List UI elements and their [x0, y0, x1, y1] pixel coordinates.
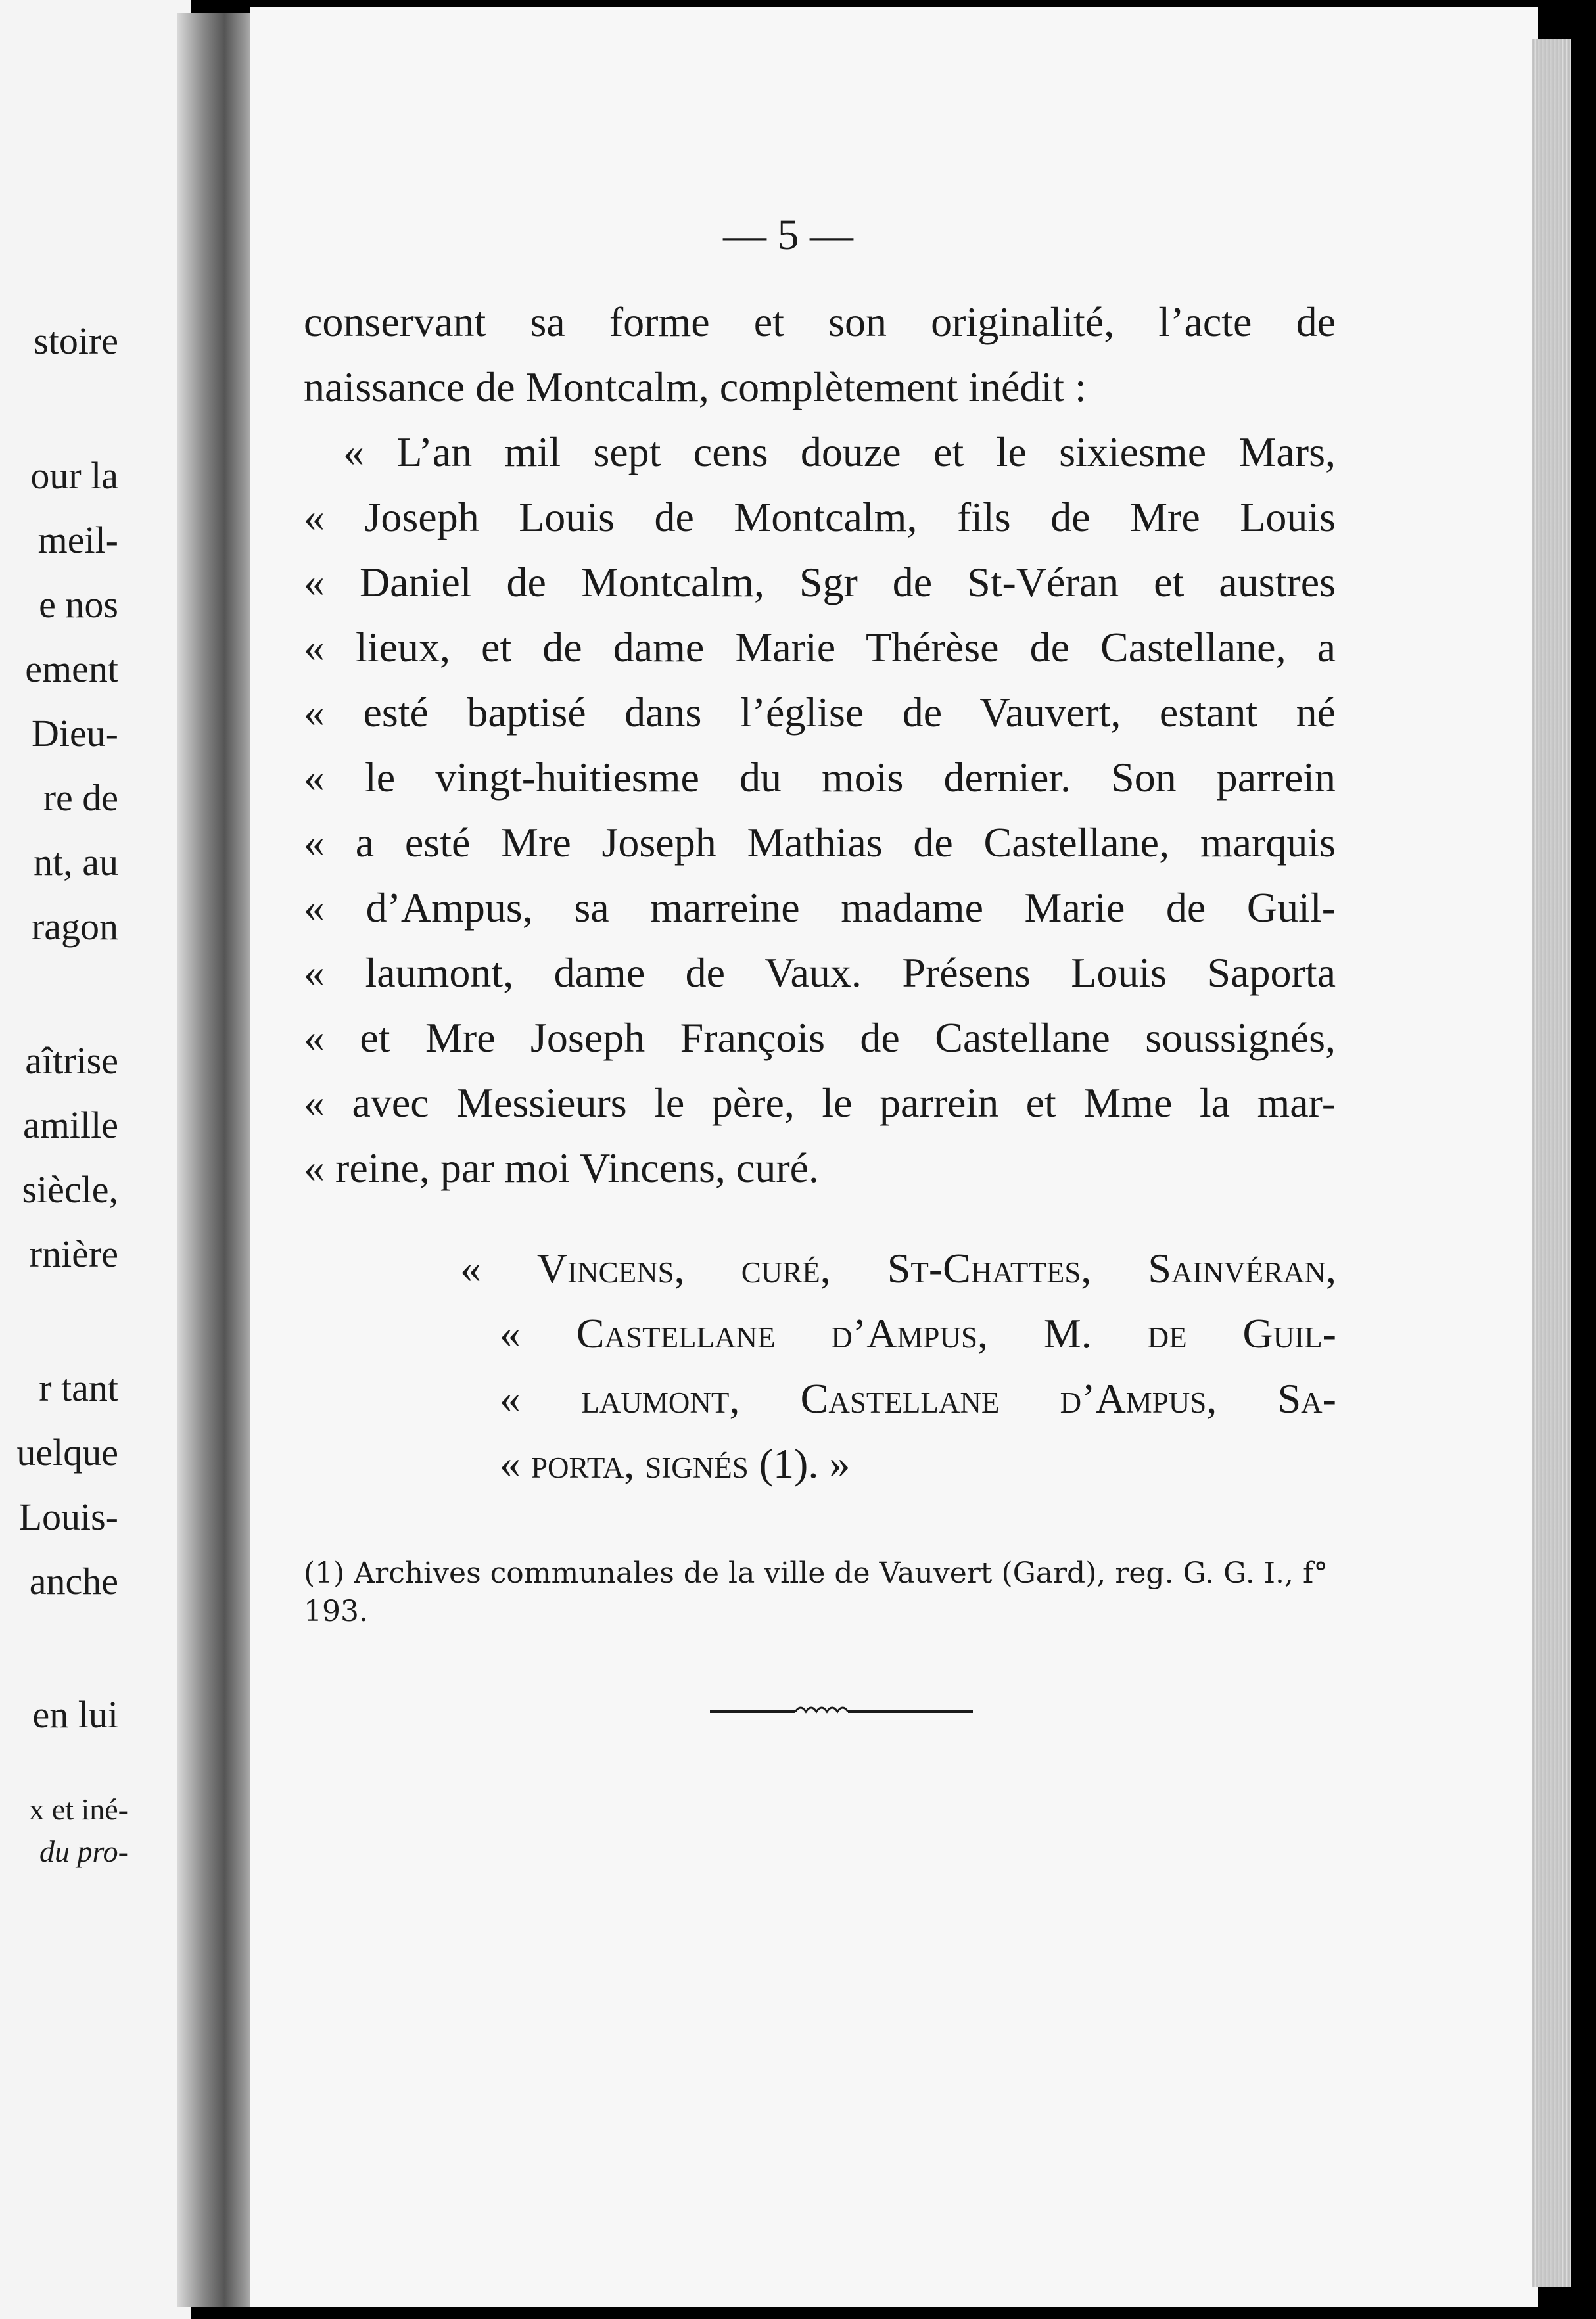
left-text-line: Dieu-	[31, 712, 118, 755]
left-text-line: amille	[23, 1104, 118, 1146]
left-text-line: nt, au	[34, 841, 118, 883]
signature-line: « Castellane d’Ampus, M. de Guil-	[500, 1310, 1336, 1357]
body-line: « et Mre Joseph François de Castellane soussignés,	[304, 1014, 1336, 1061]
left-text-line: siècle,	[22, 1168, 118, 1211]
signature-line: « laumont, Castellane d’Ampus, Sa-	[500, 1375, 1336, 1422]
page-number: — 5 —	[723, 211, 853, 259]
left-page-fragment	[0, 0, 191, 2319]
body-line: conservant sa forme et son originalité, l’acte de	[304, 298, 1336, 345]
left-text-line: our la	[30, 454, 118, 497]
left-text-line: rnière	[29, 1232, 118, 1275]
body-line: « L’an mil sept cens douze et le sixiesme Mars,	[343, 429, 1336, 475]
left-text-line: du pro-	[39, 1835, 128, 1868]
body-line: « le vingt-huitiesme du mois dernier. Son parrein	[304, 754, 1336, 801]
body-line: « reine, par moi Vincens, curé.	[304, 1144, 820, 1191]
body-line: « a esté Mre Joseph Mathias de Castellane, marquis	[304, 819, 1336, 866]
left-text-line: anche	[29, 1560, 118, 1603]
left-text-line: stoire	[34, 319, 118, 362]
body-line: « lieux, et de dame Marie Thérèse de Castellane, a	[304, 624, 1336, 670]
signature-block	[460, 1236, 1336, 1496]
left-text-line: meil-	[37, 519, 118, 561]
body-line: « laumont, dame de Vaux. Présens Louis Saporta	[304, 949, 1336, 996]
left-text-line: ragon	[31, 905, 118, 948]
body-line: « Daniel de Montcalm, Sgr de St-Véran et austres	[304, 559, 1336, 605]
ornament-divider	[710, 1696, 973, 1722]
page-edge	[1532, 39, 1571, 2287]
left-text-line: Louis-	[18, 1495, 118, 1538]
body-line: naissance de Montcalm, complètement inédit :	[304, 363, 1087, 410]
left-text-line: uelque	[16, 1431, 118, 1474]
body-line: « avec Messieurs le père, le parrein et Mme la mar-	[304, 1079, 1336, 1126]
left-text-line: r tant	[39, 1367, 118, 1409]
left-text-line: e nos	[39, 583, 118, 626]
left-text-line: en lui	[32, 1693, 118, 1736]
signature-line: « porta, signés (1). »	[500, 1440, 851, 1487]
body-line: « Joseph Louis de Montcalm, fils de Mre Louis	[304, 494, 1336, 540]
left-text-line: ement	[25, 647, 118, 690]
body-line: « esté baptisé dans l’église de Vauvert, estant né	[304, 689, 1336, 736]
body-text	[304, 289, 1336, 1200]
left-text-line: re de	[43, 776, 118, 819]
signature-line: « Vincens, curé, St-Chattes, Sainvéran,	[460, 1245, 1336, 1292]
body-line: « d’Ampus, sa marreine madame Marie de Guil-	[304, 884, 1336, 931]
footnote: (1) Archives communales de la ville de Vauvert (Gard), reg. G. G. I., f° 193.	[304, 1557, 1328, 1628]
left-text-line: aîtrise	[25, 1039, 118, 1082]
left-text-line: x et iné-	[29, 1792, 128, 1826]
